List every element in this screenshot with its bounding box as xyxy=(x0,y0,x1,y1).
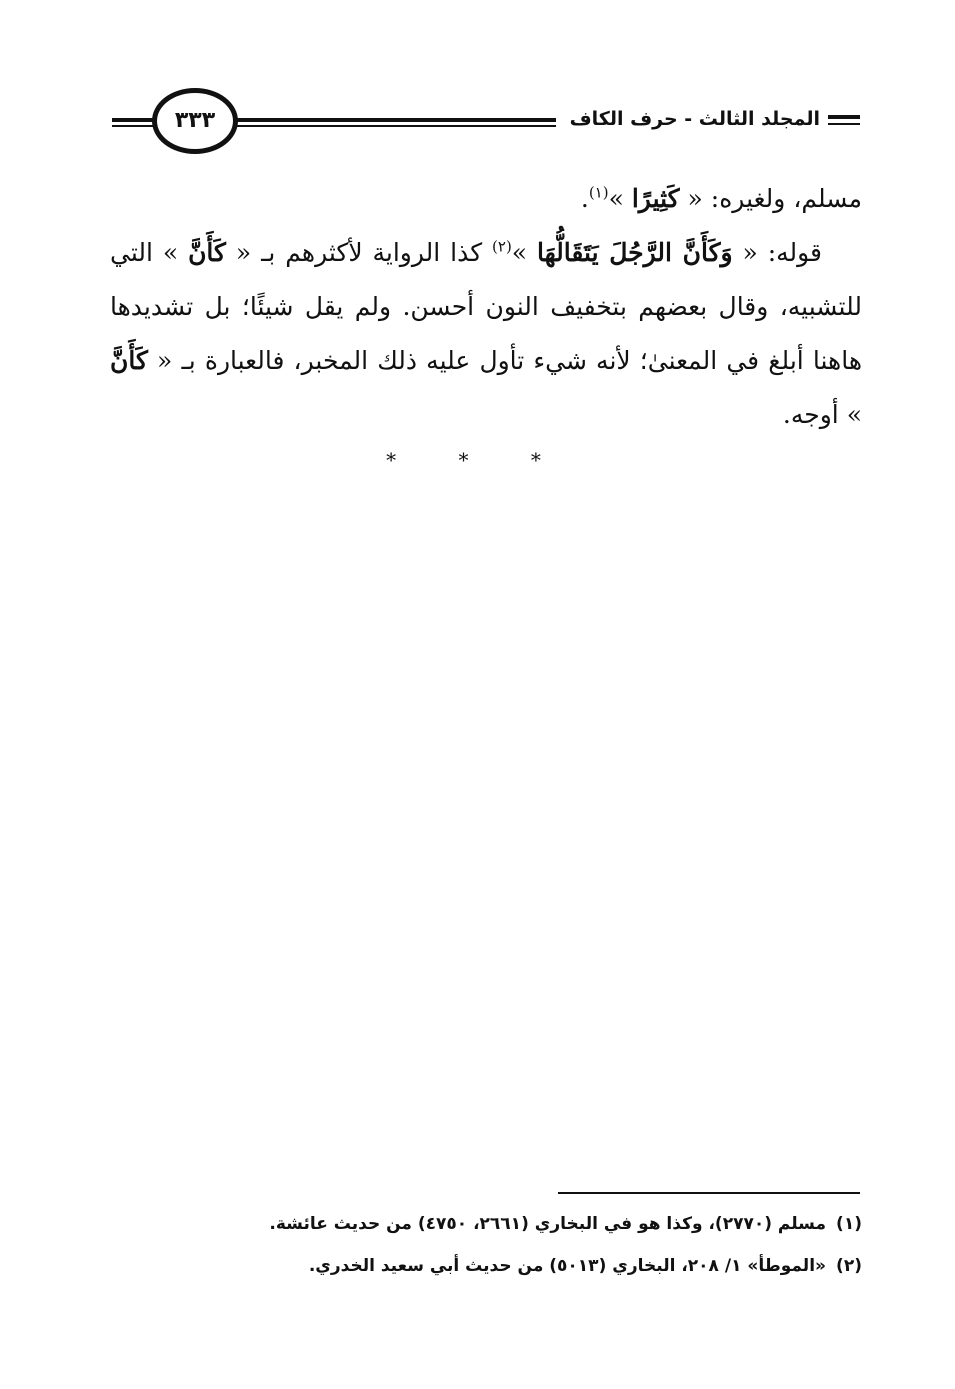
p1-quoted-word: كَثِيرًا xyxy=(631,184,680,213)
p2-text-1: قوله: « xyxy=(732,238,822,267)
section-separator: * * * xyxy=(386,448,569,472)
running-title-text: المجلد الثالث - حرف الكاف xyxy=(569,108,820,130)
p1-text-2: » xyxy=(608,184,632,213)
p2-text-4: » التي للتشبيه، وقال بعضهم بتخفيف النون أحسن. ولم يقل شيئًا؛ بل تشديدها هاهنا أبلغ في المعنىٰ؛ لأنه شيء تأول عليه ذلك المخبر، فالعبارة بـ « xyxy=(110,238,862,375)
page-number-badge xyxy=(152,88,238,154)
footnote-2 xyxy=(150,1245,862,1287)
page-header xyxy=(112,88,860,158)
p1-text-1: مسلم، ولغيره: « xyxy=(679,184,862,213)
page-number: ٣٣٣ xyxy=(174,108,216,133)
paragraph-1 xyxy=(110,172,862,226)
p2-text-3: كذا الرواية لأكثرهم بـ « xyxy=(225,238,493,267)
p2-quoted-word-1: كَأَنَّ xyxy=(188,238,226,267)
footnote-2-number: (٢) xyxy=(836,1256,862,1276)
p2-quoted-word-2: كَأَنَّ xyxy=(110,346,148,375)
footnote-ref-1[interactable]: (١) xyxy=(588,183,609,202)
p1-text-3: . xyxy=(580,184,589,213)
p2-text-2: » xyxy=(511,238,538,267)
main-text xyxy=(110,172,862,442)
header-lead-dash xyxy=(828,115,860,125)
footnote-1-number: (١) xyxy=(836,1214,862,1234)
footnote-1 xyxy=(150,1203,862,1245)
p2-text-5: » أوجه. xyxy=(782,400,862,429)
p2-quoted-phrase: وَكَأَنَّ الرَّجُلَ يَتَقَالُّهَا xyxy=(537,238,733,267)
footnote-2-text: «الموطأ» ١/ ٢٠٨، البخاري (٥٠١٣) من حديث أبي سعيد الخدري. xyxy=(308,1256,826,1276)
footnote-1-text: مسلم (٢٧٧٠)، وكذا هو في البخاري (٢٦٦١، ٤٧٥٠) من حديث عائشة. xyxy=(269,1214,826,1234)
running-title xyxy=(556,102,860,136)
footnote-ref-2[interactable]: (٢) xyxy=(492,237,512,256)
footnotes xyxy=(150,1203,862,1287)
paragraph-2 xyxy=(110,226,862,442)
footnote-divider xyxy=(558,1192,860,1194)
